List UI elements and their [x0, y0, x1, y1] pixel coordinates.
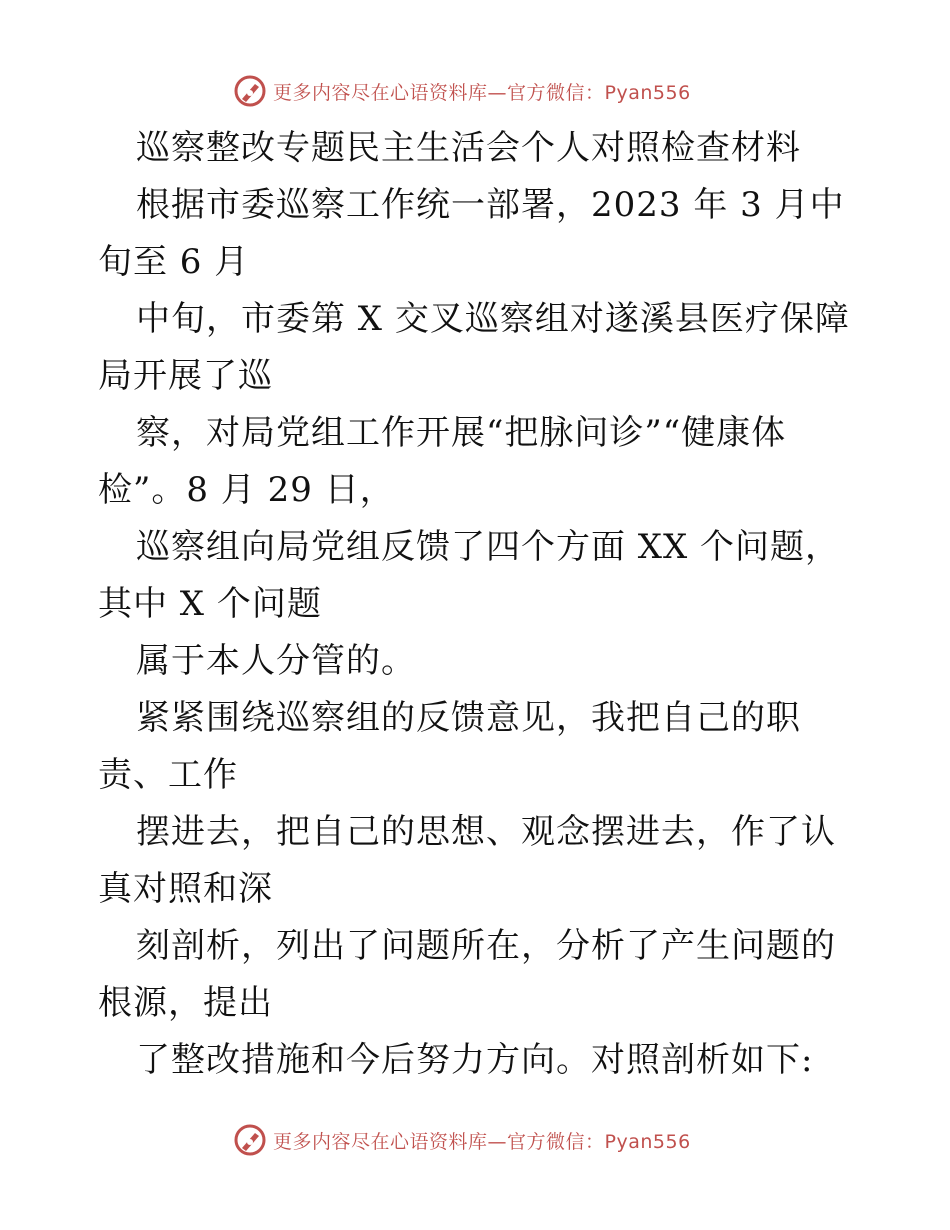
document-body — [98, 120, 858, 1089]
paragraph-line: 摆进去，把自己的思想、观念摆进去，作了认真对照和深 — [98, 812, 836, 909]
watermark-footer — [233, 1120, 691, 1160]
paragraph-line: 了整改措施和今后努力方向。对照剖析如下: — [136, 1040, 814, 1080]
document-title: 巡察整改专题民主生活会个人对照检查材料 — [136, 128, 801, 168]
paragraph-line: 巡察组向局党组反馈了四个方面 XX 个问题，其中 X 个问题 — [98, 527, 841, 624]
pen-logo-icon — [233, 1123, 267, 1157]
paragraph-line: 根据市委巡察工作统一部署，2023 年 3 月中旬至 6 月 — [98, 185, 845, 282]
pen-logo-icon — [233, 74, 267, 108]
watermark-text: 更多内容尽在心语资料库—官方微信：Pyan556 — [273, 1130, 691, 1153]
paragraph-line: 察，对局党组工作开展“把脉问诊”“健康体检”。8 月 29 日， — [98, 413, 787, 510]
watermark-header — [233, 71, 691, 111]
paragraph-line: 中旬，市委第 X 交叉巡察组对遂溪县医疗保障局开展了巡 — [98, 299, 850, 396]
watermark-text: 更多内容尽在心语资料库—官方微信：Pyan556 — [273, 81, 691, 104]
paragraph-line: 刻剖析，列出了问题所在，分析了产生问题的根源，提出 — [98, 926, 836, 1023]
paragraph-line: 紧紧围绕巡察组的反馈意见，我把自己的职责、工作 — [98, 698, 801, 795]
paragraph-line: 属于本人分管的。 — [136, 641, 416, 681]
